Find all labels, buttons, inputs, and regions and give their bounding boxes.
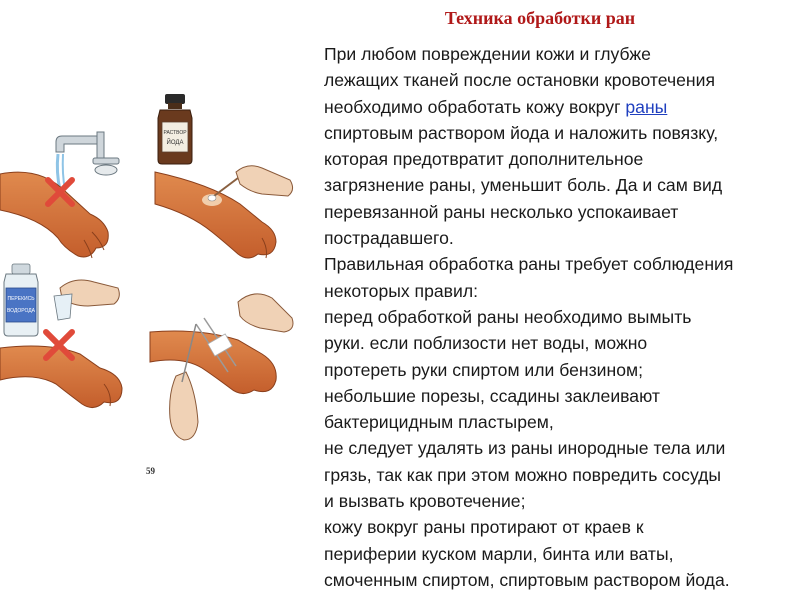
panel-iodine xyxy=(155,94,293,258)
text-line: лежащих тканей после остановки кровотечения xyxy=(324,70,715,91)
rule-line: протереть руки спиртом или бензином; xyxy=(324,359,643,380)
peroxide-bottle-icon xyxy=(4,264,38,336)
rule-line: смоченным спиртом, спиртовым раствором йода. xyxy=(324,569,730,590)
rule-line: перед обработкой раны необходимо вымыть xyxy=(324,306,692,327)
body-text xyxy=(324,41,794,593)
faucet-icon xyxy=(56,132,119,190)
text-line: некоторых правил: xyxy=(324,280,478,301)
peroxide-label-line2: ВОДОРОДА xyxy=(7,308,35,314)
page-title: Техника обработки ран xyxy=(444,8,636,28)
peroxide-label-line1: ПЕРЕКИСЬ xyxy=(7,296,35,302)
hand-with-cup xyxy=(54,280,119,320)
panel-no-water xyxy=(0,132,119,258)
arm xyxy=(150,331,276,394)
iodine-label-line1: РАСТВОР xyxy=(163,130,187,136)
text-line: пострадавшего. xyxy=(324,228,454,249)
text-line-prefix: необходимо обработать кожу вокруг xyxy=(324,96,626,117)
rule-line: грязь, так как при этом можно повредить сосуды xyxy=(324,464,722,485)
text-line: загрязнение раны, уменьшит боль. Да и сам вид xyxy=(324,175,723,196)
text-line: Правильная обработка раны требует соблюдения xyxy=(324,254,734,275)
rule-line: руки. если поблизости нет воды, можно xyxy=(324,333,648,354)
wound-care-illustration xyxy=(0,92,300,484)
text-line: которая предотвратит дополнительное xyxy=(324,149,644,170)
text-line xyxy=(324,94,794,120)
wound-link[interactable]: раны xyxy=(625,96,668,117)
text-line: спиртовым раствором йода и наложить повязку, xyxy=(324,122,719,143)
rule-line: небольшие порезы, ссадины заклеивают xyxy=(324,385,660,406)
text-line: перевязанной раны несколько успокаивает xyxy=(324,201,679,222)
text-line: При любом повреждении кожи и глубже xyxy=(324,44,651,64)
rule-line: периферии куском марли, бинта или ваты, xyxy=(324,543,674,564)
illustration-svg xyxy=(0,92,300,484)
rule-line: не следует удалять из раны инородные тела или xyxy=(324,438,726,459)
page-number: 59 xyxy=(146,466,155,476)
panel-no-peroxide xyxy=(0,264,122,408)
iodine-label-line2: ЙОДА xyxy=(166,140,184,146)
arm xyxy=(0,346,122,408)
rule-line: кожу вокруг раны протирают от краев к xyxy=(324,517,644,538)
rule-line: бактерицидным пластырем, xyxy=(324,412,554,433)
hand-top xyxy=(238,294,293,332)
iodine-bottle-icon xyxy=(158,94,192,164)
panel-cleaning xyxy=(150,294,293,440)
rule-line: и вызвать кровотечение; xyxy=(324,491,526,512)
